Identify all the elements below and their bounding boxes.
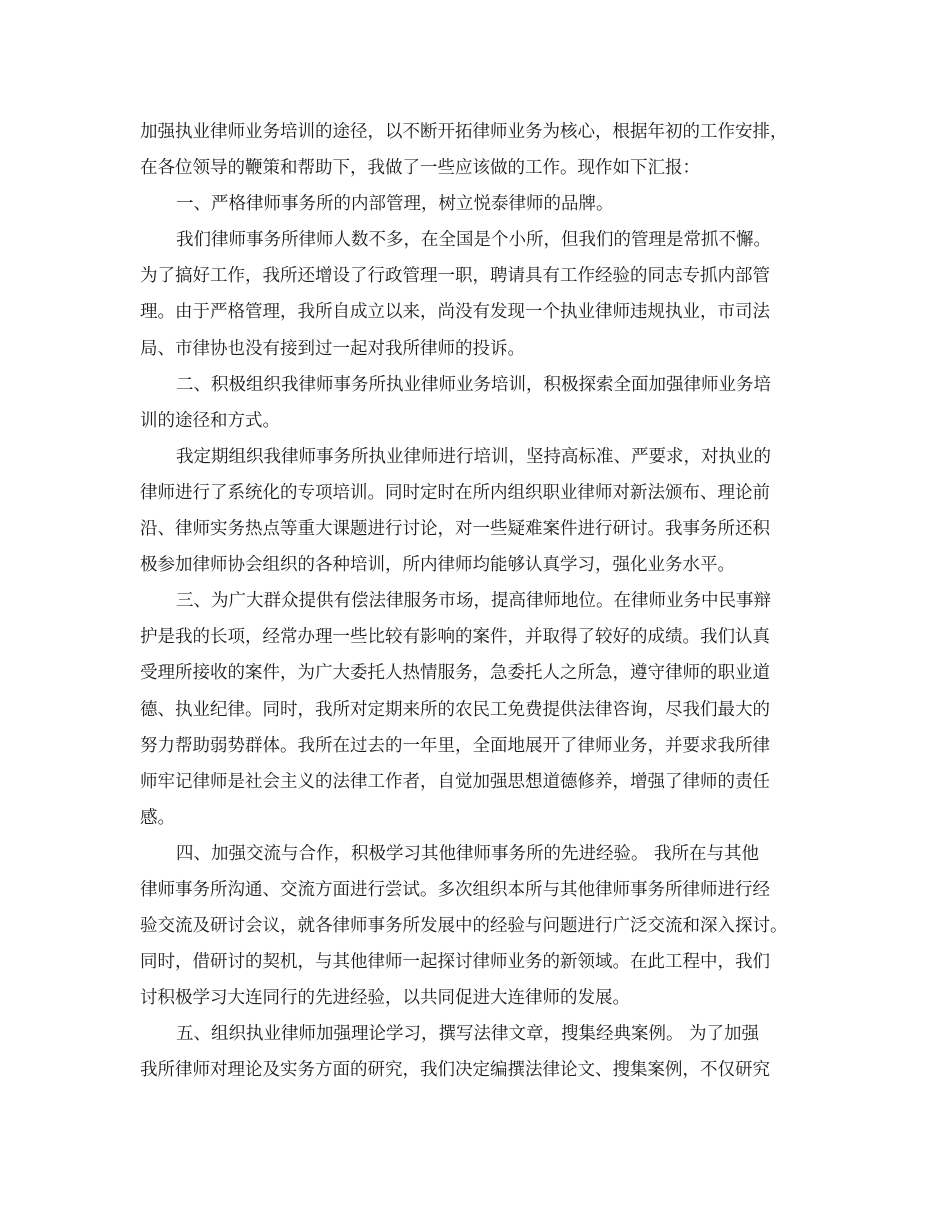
text-line: 律师事务所沟通、交流方面进行尝试。多次组织本所与其他律师事务所律师进行经 [140,879,770,900]
text-line: 一、严格律师事务所的内部管理，树立悦泰律师的品牌。 [176,194,614,215]
text-line: 我定期组织我律师事务所执业律师进行培训，坚持高标准、严要求，对执业的 [176,446,771,467]
text-line: 感。 [140,807,175,828]
text-line: 沿、律师实务热点等重大课题进行讨论，对一些疑难案件进行研讨。我事务所还积 [140,519,770,540]
text-line: 极参加律师协会组织的各种培训，所内律师均能够认真学习，强化业务水平。 [140,555,735,576]
text-line: 护是我的长项，经常办理一些比较有影响的案件，并取得了较好的成绩。我们认真 [140,627,770,648]
text-line: 训的途径和方式。 [140,410,280,431]
text-line: 二、积极组织我律师事务所执业律师业务培训，积极探索全面加强律师业务培 [176,374,771,395]
text-line: 同时，借研讨的契机，与其他律师一起探讨律师业务的新领域。在此工程中，我们 [140,952,770,973]
text-line: 德、执业纪律。同时，我所对定期来所的农民工免费提供法律咨询，尽我们最大的 [140,699,770,720]
text-line: 律师进行了系统化的专项培训。同时定时在所内组织职业律师对新法颁布、理论前 [140,482,770,503]
text-line: 我所律师对理论及实务方面的研究，我们决定编撰法律论文、搜集案例，不仅研究 [140,1060,770,1081]
text-line: 五、组织执业律师加强理论学习，撰写法律文章，搜集经典案例。 为了加强 [176,1024,760,1045]
text-line: 讨积极学习大连同行的先进经验，以共同促进大连律师的发展。 [140,988,630,1009]
text-line: 理。由于严格管理，我所自成立以来，尚没有发现一个执业律师违规执业，市司法 [140,302,770,323]
text-line: 我们律师事务所律师人数不多，在全国是个小所，但我们的管理是常抓不懈。 [176,230,771,251]
text-line: 四、加强交流与合作，积极学习其他律师事务所的先进经验。 我所在与其他 [176,843,760,864]
text-line: 师牢记律师是社会主义的法律工作者，自觉加强思想道德修养，增强了律师的责任 [140,771,770,792]
text-line: 努力帮助弱势群体。我所在过去的一年里，全面地展开了律师业务，并要求我所律 [140,735,770,756]
text-line: 在各位领导的鞭策和帮助下，我做了一些应该做的工作。现作如下汇报： [140,158,700,179]
text-line: 验交流及研讨会议，就各律师事务所发展中的经验与问题进行广泛交流和深入探讨。 [140,916,788,937]
text-line: 加强执业律师业务培训的途径，以不断开拓律师业务为核心，根据年初的工作安排， [140,122,788,142]
text-line: 受理所接收的案件，为广大委托人热情服务，急委托人之所急，遵守律师的职业道 [140,663,770,684]
document-body [140,114,830,1089]
text-line: 局、市律协也没有接到过一起对我所律师的投诉。 [140,338,525,359]
text-line: 为了搞好工作，我所还增设了行政管理一职，聘请具有工作经验的同志专抓内部管 [140,266,770,287]
text-line: 三、为广大群众提供有偿法律服务市场，提高律师地位。在律师业务中民事辩 [176,591,771,612]
